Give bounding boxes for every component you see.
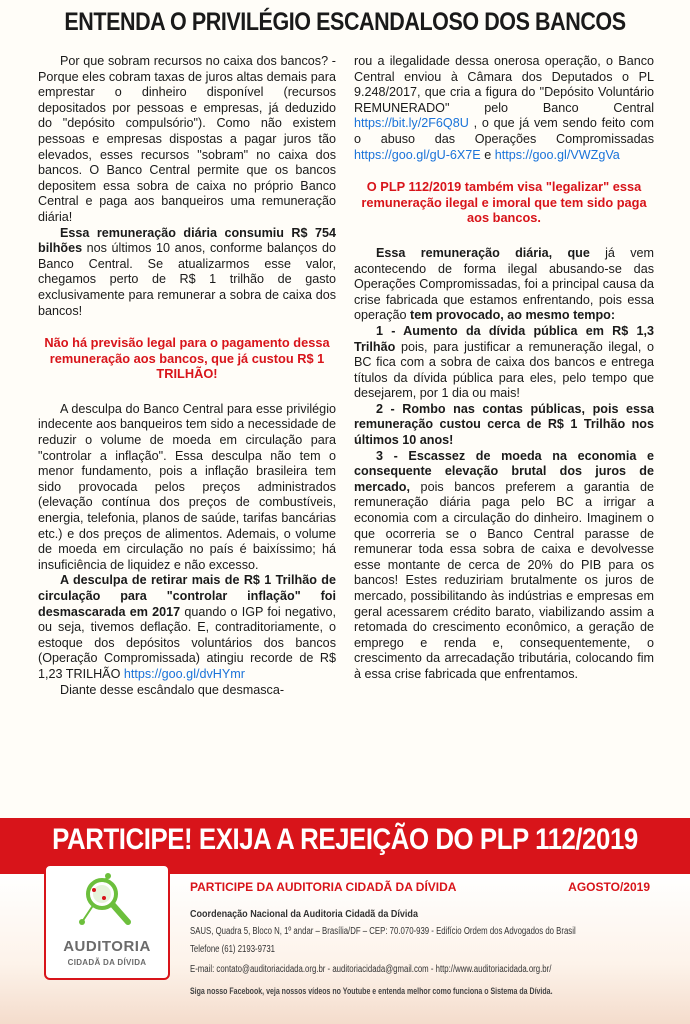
footer-heading-text: PARTICIPE DA AUDITORIA CIDADÃ DA DÍVIDA xyxy=(190,880,457,894)
paragraph: Por que sobram recursos no caixa dos bancos? - Porque eles cobram taxas de juros altas demais para emprestar o dinheiro disponível (recursos depositados por pessoas e empresas, já deduzido do "depósito compulsório"). Como não existem pessoas e empresas dispostas a pagar juros tão elevados, esses recursos "sobram" no caixa dos bancos. O Banco Central permite que os bancos depositem essa sobra de caixa no próprio Banco Central e paga aos banqueiros uma remuneração diária! xyxy=(38,54,336,224)
paragraph xyxy=(38,573,336,682)
logo xyxy=(44,864,170,980)
text: já vem acontecendo de forma ilegal abusando-se das Operações Compromissadas, foi a principal causa da crise fabricada que estamos enfrentando, pois essa operação xyxy=(354,245,654,323)
text: rou a ilegalidade dessa onerosa operação, o Banco Central enviou à Câmara dos Deputados o PL 9.248/2017, que cria a figura do "Depósito Voluntário REMUNERADO" pelo Banco Central xyxy=(354,54,654,115)
paragraph xyxy=(354,246,654,324)
text: , o que já vem sendo feito com o abuso das Operações Compromissadas xyxy=(354,116,654,146)
text: pois, para justificar a remuneração ilegal, o BC fica com a sobra de caixa dos bancos e entrega títulos da dívida pública para eles, pelo tempo que desejarem, por 1 dia ou mais! xyxy=(354,339,654,401)
right-column xyxy=(354,54,654,683)
bold-text: 2 - Rombo nas contas públicas, pois essa remuneração custou cerca de R$ 1 Trilhão nos últimos 10 anos! xyxy=(354,401,654,448)
bold-text: tem provocado, ao mesmo tempo: xyxy=(410,308,616,323)
footer-heading xyxy=(190,880,650,894)
bold-text: Essa remuneração diária consumiu R$ 754 bilhões xyxy=(38,225,336,256)
footer-org: Coordenação Nacional da Auditoria Cidadã da Dívida xyxy=(190,908,418,920)
paragraph xyxy=(354,54,654,163)
red-heading: Não há previsão legal para o pagamento dessa remuneração aos bancos, que já custou R$ 1 TRILHÃO! xyxy=(44,335,330,382)
left-column xyxy=(38,54,336,698)
footer-social: Siga nosso Facebook, veja nossos vídeos no Youtube e entenda melhor como funciona o Sistema da Dívida. xyxy=(190,986,553,996)
bold-text: 1 - Aumento da dívida pública em R$ 1,3 Trilhão xyxy=(354,323,654,354)
footer-contacts[interactable]: E-mail: contato@auditoriacidada.org.br - auditoriacidada@gmail.com - http://www.auditoriacidada.org.br/ xyxy=(190,964,552,975)
footer-date: AGOSTO/2019 xyxy=(568,880,650,894)
logo-name: AUDITORIA xyxy=(63,938,151,955)
red-heading: O PLP 112/2019 também visa "legalizar" essa remuneração ilegal e imoral que tem sido paga aos bancos. xyxy=(361,179,647,226)
bold-text: A desculpa de retirar mais de R$ 1 Trilhão de circulação para "controlar inflação" foi desmascarada em 2017 xyxy=(38,573,336,619)
text: nos últimos 10 anos, conforme balanços do Banco Central. Se atualizarmos esse valor, chegamos perto de R$ 1 trilhão de gasto exclusivamente para remunerar a sobra de caixa dos bancos! xyxy=(38,241,336,318)
text: pois bancos preferem a garantia de remuneração diária paga pelo BC a irrigar a economia com a circulação do dinheiro. Imaginem o que ocorreria se o Banco Central parasse de remunerar toda essa sobra de caixa e devolvesse esse montante de cerca de 20% do PIB para os bancos! Estes reduziriam brutalmente os juros de mercado, possibilitando às indústrias e empresas em geral acessarem crédito barato, viabilizando assim a retomada do crescimento econômico, a geração de emprego e renda e, consequentemente, o crescimento da arrecadação tributária, colocando fim à essa crise fabricada que enfrentamos. xyxy=(354,479,654,681)
link[interactable]: https://goo.gl/VWZgVa xyxy=(494,147,620,162)
link[interactable]: https://goo.gl/gU-6X7E xyxy=(354,147,481,162)
link[interactable]: https://goo.gl/dvHYmr xyxy=(123,666,245,681)
text: e xyxy=(480,147,495,162)
list-item xyxy=(354,449,654,683)
page-title: ENTENDA O PRIVILÉGIO ESCANDALOSO DOS BANCOS xyxy=(64,8,626,36)
paragraph xyxy=(38,226,336,320)
paragraph: A desculpa do Banco Central para esse privilégio indecente aos banqueiros tem sido a necessidade de reduzir o volume de moeda em circulação para "controlar a inflação". Essa desculpa não tem o menor fundamento, pois a inflação brasileira tem sido provocada pelos preços administrados (elevação contínua dos preços de combustíveis, energia, telefonia, planos de saúde, tarifas bancárias etc.) e dos preços de alimentos. Ademais, o volume de moeda em circulação no país é baixíssimo; há insuficiência de liquidez e não excesso. xyxy=(38,401,336,572)
logo-subtitle: CIDADÃ DA DÍVIDA xyxy=(67,958,147,967)
bold-text: Essa remuneração diária, que xyxy=(376,245,590,260)
text: quando o IGP foi negativo, ou seja, tivemos deflação. E, contraditoriamente, o estoque dos depósitos voluntários dos bancos (Operação Compromissada) atingiu recorde de R$ 1,23 TRILHÃO xyxy=(38,604,336,681)
list-item xyxy=(354,324,654,402)
list-item xyxy=(354,402,654,449)
paragraph: Diante desse escândalo que desmasca- xyxy=(60,682,285,697)
footer-phone: Telefone (61) 2193-9731 xyxy=(190,944,276,955)
link[interactable]: https://bit.ly/2F6Q8U xyxy=(354,116,469,131)
bold-text: 3 - Escassez de moeda na economia e consequente elevação brutal dos juros de mercado, xyxy=(354,448,654,494)
cta-banner-text: PARTICIPE! EXIJA A REJEIÇÃO DO PLP 112/2019 xyxy=(52,823,638,856)
magnifier-network-icon xyxy=(78,872,138,932)
footer-address: SAUS, Quadra 5, Bloco N, 1º andar – Brasília/DF – CEP: 70.070-939 - Edifício Ordem dos Advogados do Brasil xyxy=(190,926,576,937)
